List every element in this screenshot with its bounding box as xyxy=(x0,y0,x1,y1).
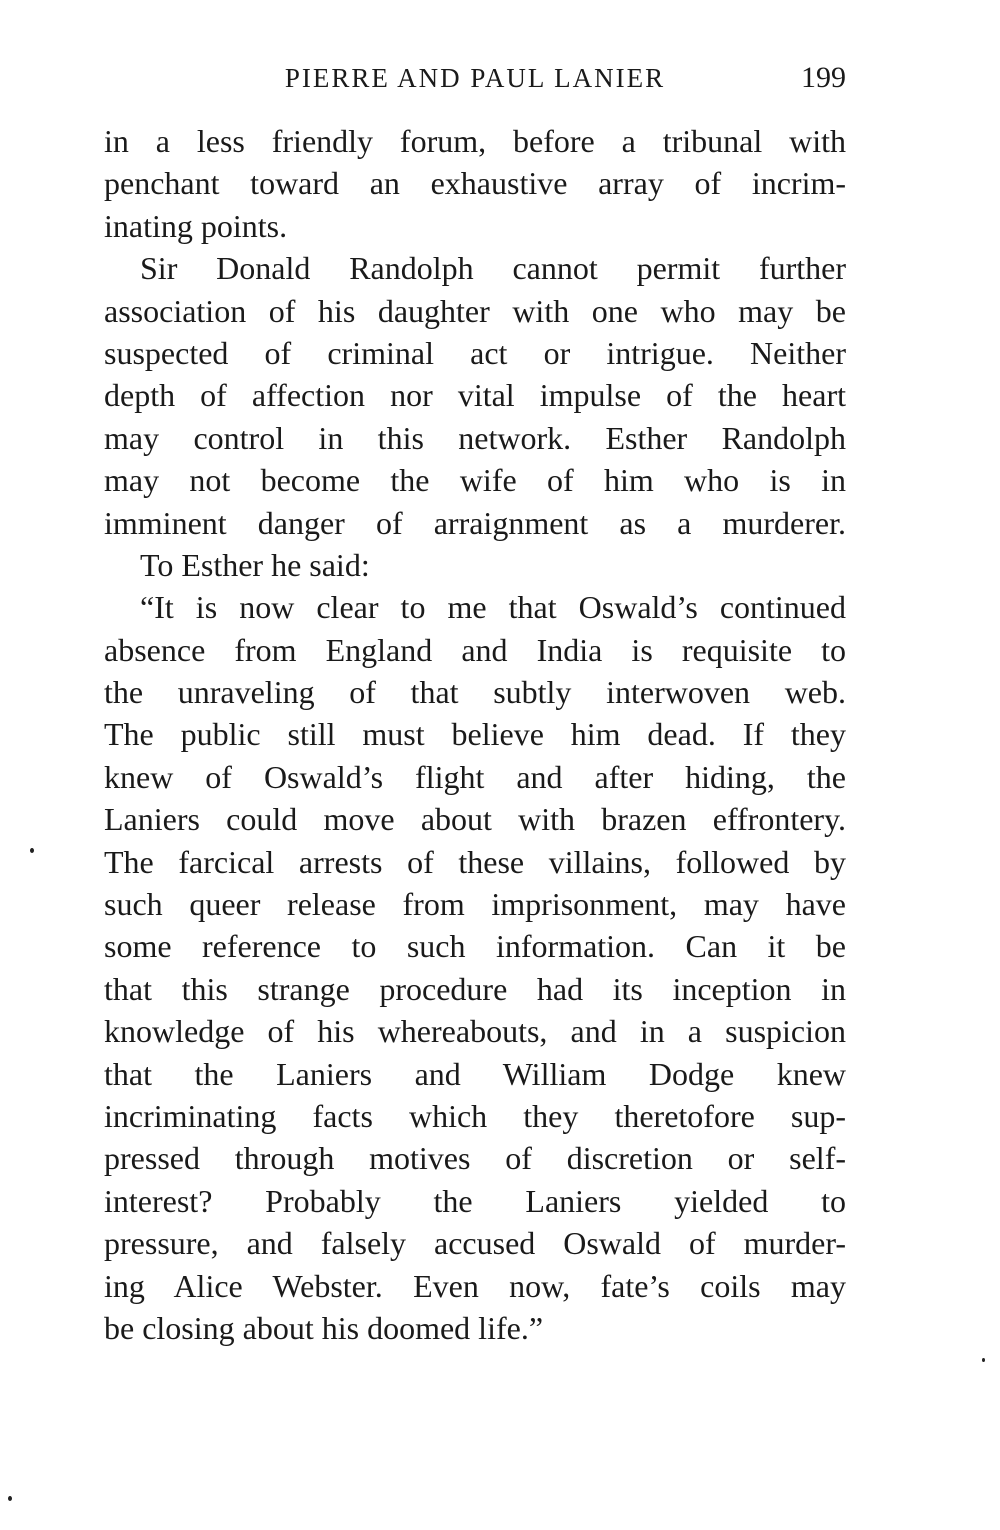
text-line: suspected of criminal act or intrigue. Neither xyxy=(104,334,846,371)
text-line: some reference to such information. Can it be xyxy=(104,928,846,965)
text-line: Laniers could move about with brazen effrontery. xyxy=(104,801,846,838)
text-line: absence from England and India is requisite to xyxy=(104,631,846,668)
text-line: pressed through motives of discretion or self- xyxy=(104,1140,846,1177)
text-line: interest? Probably the Laniers yielded to xyxy=(104,1182,846,1219)
page-number: 199 xyxy=(801,61,846,94)
text-line: The farcical arrests of these villains, followed by xyxy=(104,843,846,880)
paragraph-start-line: Sir Donald Randolph cannot permit further xyxy=(140,250,846,287)
text-line: knowledge of his whereabouts, and in a suspicion xyxy=(104,1013,846,1050)
scan-speck xyxy=(30,848,34,853)
text-line: that the Laniers and William Dodge knew xyxy=(104,1055,846,1092)
text-line: that this strange procedure had its inception in xyxy=(104,970,846,1007)
text-line: penchant toward an exhaustive array of incrim- xyxy=(104,165,846,202)
text-line: association of his daughter with one who may be xyxy=(104,292,846,329)
text-line: The public still must believe him dead. If they xyxy=(104,716,846,753)
scan-speck xyxy=(8,1496,12,1501)
paragraph-start-line: “It is now clear to me that Oswald’s continued xyxy=(140,589,846,626)
text-line: may not become the wife of him who is in xyxy=(104,462,846,499)
text-line: pressure, and falsely accused Oswald of murder- xyxy=(104,1225,846,1262)
text-line: such queer release from imprisonment, may have xyxy=(104,886,846,923)
text-line: inating points. xyxy=(104,207,288,244)
text-line: incriminating facts which they theretofore sup- xyxy=(104,1097,846,1134)
text-line: depth of affection nor vital impulse of the heart xyxy=(104,377,846,414)
paragraph-start-line: To Esther he said: xyxy=(140,546,370,583)
scan-speck xyxy=(982,1358,985,1362)
text-line: may control in this network. Esther Randolph xyxy=(104,419,846,456)
text-line: knew of Oswald’s flight and after hiding, the xyxy=(104,758,846,795)
text-line: be closing about his doomed life.” xyxy=(104,1309,544,1346)
running-head xyxy=(104,60,846,100)
body-text xyxy=(104,120,846,1349)
text-line: in a less friendly forum, before a tribunal with xyxy=(104,123,846,159)
running-title: PIERRE AND PAUL LANIER xyxy=(284,63,666,93)
text-line: imminent danger of arraignment as a murderer. xyxy=(104,504,846,541)
text-line: the unraveling of that subtly interwoven web. xyxy=(104,674,846,711)
text-line: ing Alice Webster. Even now, fate’s coils may xyxy=(104,1267,846,1304)
